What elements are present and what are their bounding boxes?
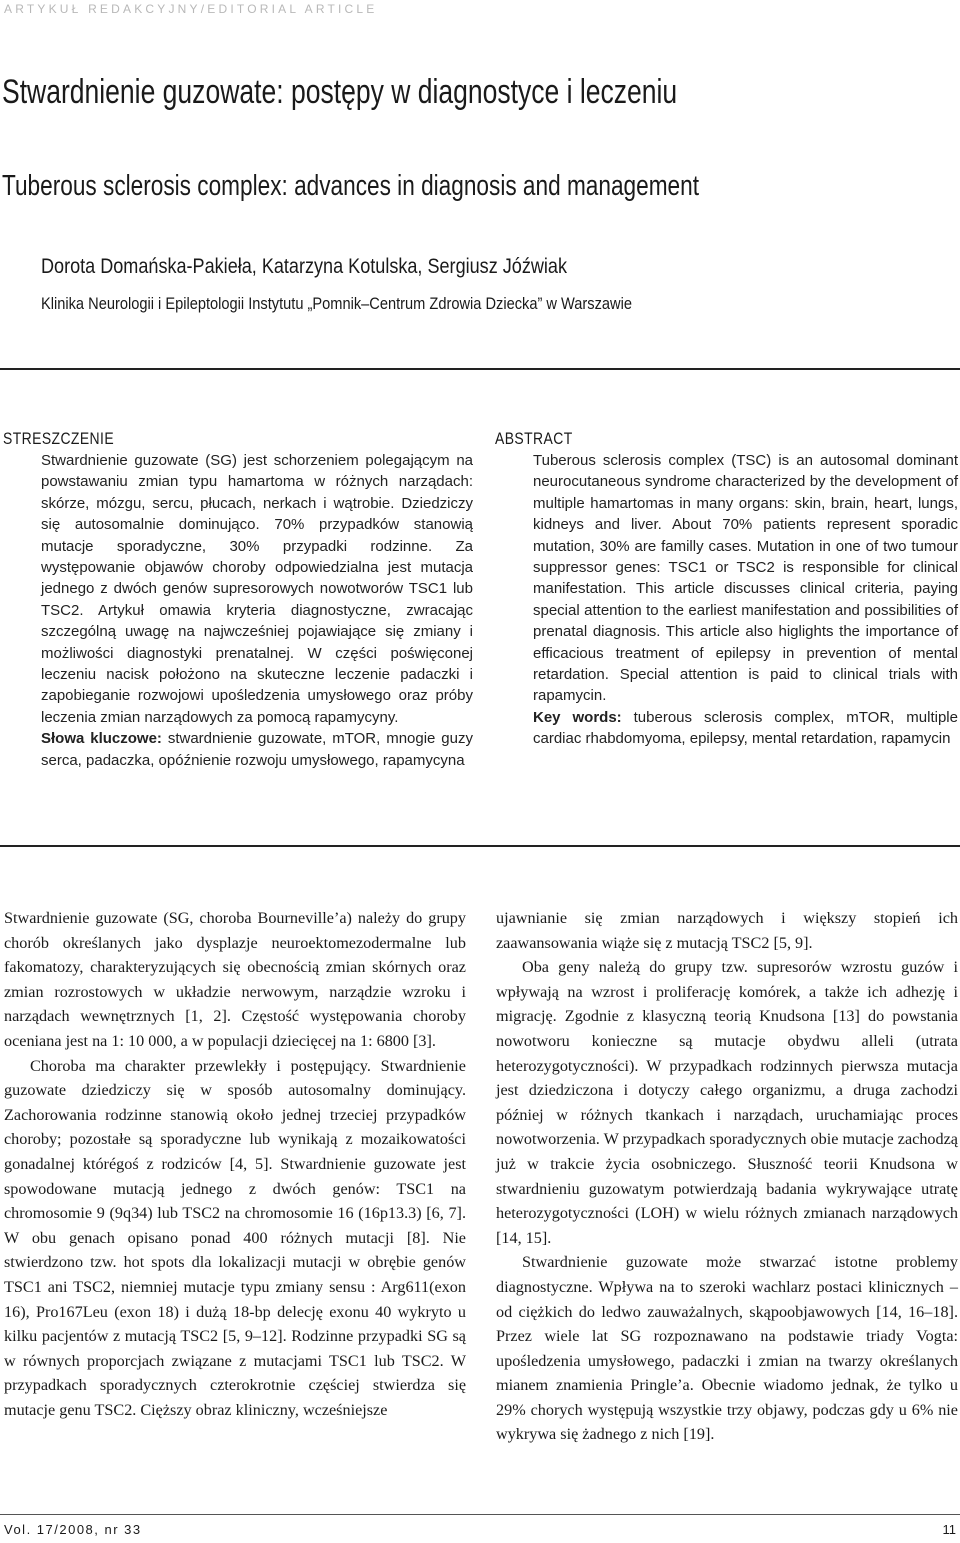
body-column-left [4,906,466,1422]
article-title-polish: Stwardnienie guzowate: postępy w diagnostyce i leczeniu [2,73,678,111]
streszczenie-text [41,450,473,771]
abstract-keywords-label: Key words: [533,708,622,726]
bottom-divider [0,1514,960,1515]
body-paragraph: Oba geny należą do grupy tzw. supresorów wzrostu guzów i wpływają na wzrost i proliferację komórek, a także ich adhezję i migrację. Zgodnie z klasyczną teorią Knudsona [13] do powstania nowotworu konieczne są mutacje obydwu alleli (utrata heterozygotyczności). W przypadkach rodzinnych pierwsza mutacja jest dziedziczona i dotyczy całego organizmu, a druga zachodzi później w różnych tkankach i narządach, uruchamiając proces nowotworzenia. W przypadkach sporadycznych obie mutacje zachodzą już w trakcie życia osobniczego. Słuszność teorii Knudsona w stwardnieniu guzowatym potwierdzają badania wykrywające utratę heterozygotyczności (LOH) w wielu różnych zmianach narządowych [14, 15]. [496,958,958,1247]
body-paragraph: Stwardnienie guzowate może stwarzać istotne problemy diagnostyczne. Wpływa na to szeroki wachlarz postaci klinicznych – od ciężkich do ledwo zauważalnych, skąpoobjawowych [14, 16–18]. Przez wiele lat SG rozpoznawano na podstawie triady Vogta: upośledzenia umysłowego, padaczki i zmian na twarzy określanych mianem znamienia Pringle’a. Obecnie wiadomo jednak, że tylko u 29% chorych występują wszystkie trzy objawy, podczas gdy u 6% nie wykrywa się żadnego z nich [19]. [496,1253,958,1444]
page-number: 11 [942,1522,956,1537]
authors: Dorota Domańska-Pakieła, Katarzyna Kotulska, Sergiusz Jóźwiak [41,255,567,278]
abstract-keywords: tuberous sclerosis complex, mTOR, multiple cardiac rhabdomyoma, epilepsy, mental retardation, rapamycin [533,708,958,748]
article-type-label: ARTYKUŁ REDAKCYJNY/EDITORIAL ARTICLE [4,2,378,16]
middle-divider [0,845,960,847]
journal-volume: Vol. 17/2008, nr 33 [4,1522,142,1537]
abstract-body: Tuberous sclerosis complex (TSC) is an autosomal dominant neurocutaneous syndrome characterized by the development of multiple hamartomas in many organs: skin, brain, heart, lungs, kidneys and liver. About 70% patients represent sporadic mutation, 30% are familly cases. Mutation in one of two tumour suppressor genes: TSC1 or TSC2 is responsible for clinical manifestation. This article discusses clinical criteria, paying special attention to the earliest manifestation and possibilities of prenatal diagnosis. This article also higlights the importance of efficacious treatment of epilepsy in prevention of mental retardation. Special attention is paid to clinical trials with rapamycin. [533,452,958,705]
abstract-text [533,450,958,750]
abstract-heading: ABSTRACT [495,429,573,448]
top-divider [0,368,960,370]
article-title-english: Tuberous sclerosis complex: advances in diagnosis and management [2,170,699,202]
body-paragraph: ujawnianie się zmian narządowych i większy stopień ich zaawansowania wiąże się z mutacją TSC2 [5, 9]. [496,909,958,952]
body-paragraph: Stwardnienie guzowate (SG, choroba Bourneville’a) należy do grupy chorób określanych jako dysplazje neuroektomezodermalne lub fakomatozy, charakteryzujących się obecnością zmian skórnych oraz zmian rozrostowych w układzie nerwowym, narządzie wzroku i narządach wewnętrznych [1, 2]. Częstość występowania choroby oceniana jest na 1: 10 000, a w populacji dziecięcej na 1: 6800 [3]. [4,909,466,1050]
body-column-right [496,906,958,1447]
affiliation: Klinika Neurologii i Epileptologii Instytutu „Pomnik–Centrum Zdrowia Dziecka” w Warszawie [41,294,632,313]
body-paragraph: Choroba ma charakter przewlekły i postępujący. Stwardnienie guzowate dziedziczy się w sposób autosomalny dominujący. Zachorowania rodzinne stanowią około jednej trzeciej przypadków choroby; pozostałe są sporadyczne lub wynikają z mozaikowatości gonadalnej którégoś z rodziców [4, 5]. Stwardnienie guzowate jest spowodowane mutacją jednego z dwóch genów: TSC1 na chromosomie 9 (9q34) lub TSC2 na chromosomie 16 (16p13.3) [6, 7]. W obu genach opisano ponad 400 różnych mutacji [8]. Nie stwierdzono tzw. hot spots dla lokalizacji mutacji w obrębie genów TSC1 ani TSC2, niemniej mutacje typu zmiany sensu : Arg611(exon 16), Pro167Leu (exon 18) i dużą 18-bp delecję exonu 40 wykryto u kilku pacjentów z mutacją TSC2 [5, 9–12]. Rodzinne przypadki SG są w równych proporcjach związane z mutacjami TSC1 lub TSC2. W przypadkach sporadycznych czterokrotnie częściej stwierdza się mutacje genu TSC2. Cięższy obraz kliniczny, wcześniejsze [4,1056,466,1419]
streszczenie-body: Stwardnienie guzowate (SG) jest schorzeniem polegającym na powstawaniu zmian typu hamartoma w różnych narządach: skórze, mózgu, sercu, płucach, nerkach i wątrobie. Dziedziczy się autosomalnie dominująco. 70% przypadków stanowią mutacje sporadyczne, 30% przypadki rodzinne. Za występowanie objawów choroby odpowiedzialna jest mutacja jednego z dwóch genów supresorowych nowotworów TSC1 lub TSC2. Artykuł omawia kryteria diagnostyczne, zwracając szczególną uwagę na najwcześniej pojawiające się zmiany i możliwości diagnostyki prenatalnej. W części poświęconej leczeniu nacisk położono na skuteczne leczenie padaczki i zapobieganie rozwojowi upośledzenia umysłowego oraz próby leczenia zmian narządowych za pomocą rapamycyny. [41,452,473,726]
streszczenie-keywords: stwardnienie guzowate, mTOR, mnogie guzy serca, padaczka, opóźnienie rozwoju umysłowego, rapamycyna [41,730,473,769]
streszczenie-keywords-label: Słowa kluczowe: [41,730,162,748]
streszczenie-heading: STRESZCZENIE [3,429,115,448]
